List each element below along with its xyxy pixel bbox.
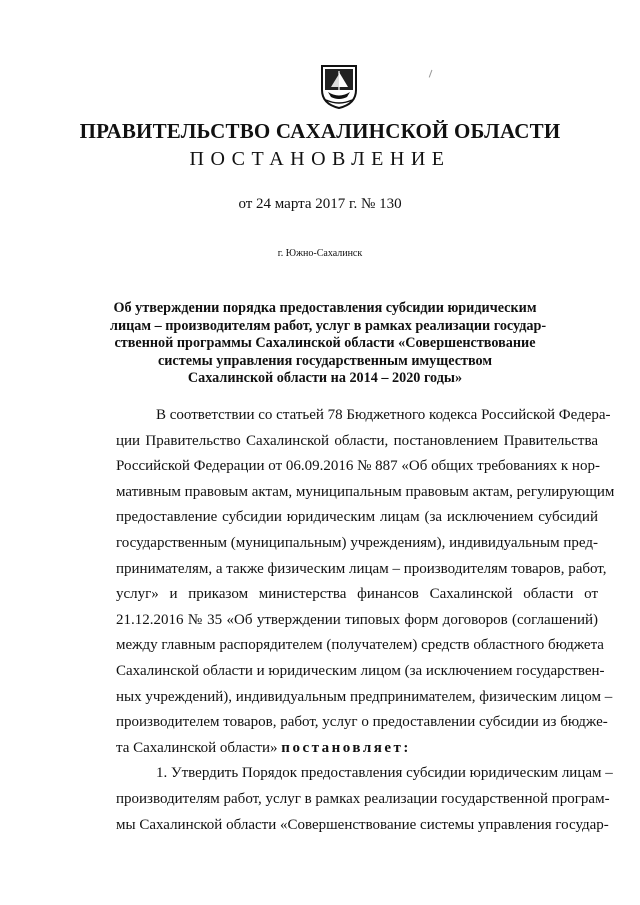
document-heading bbox=[110, 300, 547, 388]
body-line-prefix: та Сахалинской области» bbox=[116, 739, 278, 756]
sakhalin-coat-of-arms-icon bbox=[318, 62, 360, 110]
body-line: государственным (муниципальным) учреждениям), индивидуальным пред- bbox=[116, 534, 598, 551]
organization-title: ПРАВИТЕЛЬСТВО САХАЛИНСКОЙ ОБЛАСТИ bbox=[79, 119, 561, 143]
body-line: ции Правительство Сахалинской области, постановлением Правительства bbox=[116, 432, 598, 449]
body-line: производителем товаров, работ, услуг о предоставлении субсидии из бюдже- bbox=[116, 714, 608, 731]
body-line: принимателям, а также физическим лицам – производителям товаров, работ, bbox=[116, 560, 607, 577]
body-line: мативным правовым актам, муниципальным правовым актам, регулирующим bbox=[116, 483, 615, 500]
body-line: предоставление субсидии юридическим лицам (за исключением субсидий bbox=[116, 509, 598, 526]
body-line: 21.12.2016 № 35 «Об утверждении типовых форм договоров (соглашений) bbox=[116, 611, 598, 628]
body-line: Российской Федерации от 06.09.2016 № 887 «Об общих требованиях к нор- bbox=[116, 458, 600, 475]
document-type: ПОСТАНОВЛЕНИЕ bbox=[189, 148, 451, 170]
heading-line: Об утверждении порядка предоставления субсидии юридическим bbox=[113, 300, 537, 316]
body-line: ных учреждений), индивидуальным предпринимателем, физическим лицом – bbox=[116, 688, 613, 705]
heading-line: лицам – производителям работ, услуг в рамках реализации государ- bbox=[110, 317, 547, 334]
scan-mark bbox=[429, 70, 435, 79]
document-place: г. Южно-Сахалинск bbox=[277, 248, 363, 259]
body-line: между главным распорядителем (получателем) средств областного бюджета bbox=[116, 637, 604, 654]
body-line-decree bbox=[116, 736, 598, 762]
document-date-number: от 24 марта 2017 г. № 130 bbox=[238, 196, 402, 212]
document-body bbox=[116, 403, 615, 838]
body-line: В соответствии со статьей 78 Бюджетного кодекса Российской Федера- bbox=[156, 407, 611, 423]
heading-line: системы управления государственным имуществом bbox=[157, 352, 493, 369]
body-line: 1. Утвердить Порядок предоставления субсидии юридическим лицам – bbox=[156, 765, 613, 782]
heading-line: ственной программы Сахалинской области «Совершенствование bbox=[114, 335, 536, 351]
decree-word: постановляет: bbox=[281, 739, 411, 756]
body-line: производителям работ, услуг в рамках реализации государственной програм- bbox=[116, 790, 610, 807]
body-line: мы Сахалинской области «Совершенствование системы управления государ- bbox=[116, 816, 609, 833]
body-line: услуг» и приказом министерства финансов Сахалинской области от bbox=[116, 586, 598, 603]
body-line: Сахалинской области и юридическим лицом (за исключением государствен- bbox=[116, 662, 605, 679]
heading-line: Сахалинской области на 2014 – 2020 годы» bbox=[187, 370, 463, 386]
